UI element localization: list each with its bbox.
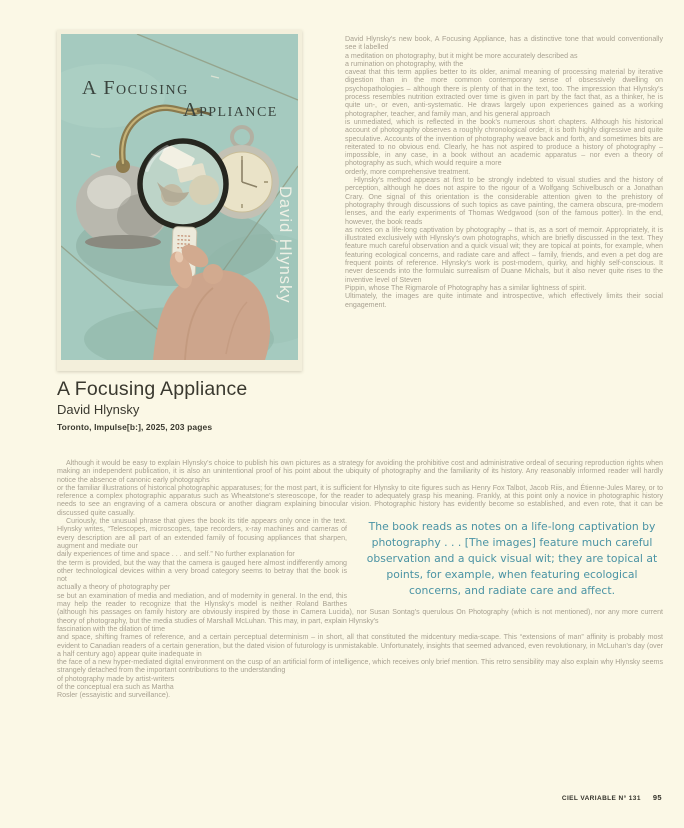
review-column-right: [345, 35, 663, 309]
paragraph: or the familiar illustrations of historical photographic apparatuses; for the most part, it is sufficient for Hlynsky to cite figures such as Henry Fox Talbot, Jacob Riis, and Étienne-Jules Marey, or to reference a complex photographic apparatus such as Wheatstone's stereoscope, for the reader to adequately grasp his meaning. Frankly, at this point only a novice in photographic history needs to see an engraving of a camera obscura or another diagram explaining binocular vision. Photographic history has evidently become so established, and even rote, that it can be discussed quite casually.: [57, 483, 663, 517]
paragraph: of photography made by artist-writers: [57, 674, 175, 683]
paragraph: Although it would be easy to explain Hlynsky's choice to publish his own pictures as a strategy for avoiding the prohibitive cost and administrative ordeal of securing reproduction rights when making an independent publication, it is also an unintentional proof of his point about the ubiquity of photography and the familiarity of its history. Any reasonably informed reader will hardly notice the absence of canonic early photographs: [57, 459, 663, 484]
paragraph: Pippin, whose The Rigmarole of Photography has a similar lightness of spirit.: [345, 283, 587, 292]
review-headline: [57, 379, 247, 432]
cover-title-line1: A Focusing: [82, 77, 189, 99]
magnifying-glass-lens: [140, 141, 226, 227]
paragraph: Ultimately, the images are quite intimate and introspective, which effectively limits their social engagement.: [345, 292, 663, 309]
paragraph: fascination with the dilation of time: [57, 624, 166, 633]
cover-author-vertical: David Hlynsky: [276, 186, 294, 304]
book-cover-photo: [61, 34, 298, 360]
paragraph: Curiously, the unusual phrase that gives the book its title appears only once in the text. Hlynsky writes, “Telescopes, microscopes, tape recorders, x-ray machines and cameras of every description are all part of an extended family of focusing appliances that sharpen, augment and mediate our: [57, 517, 347, 550]
paragraph: as notes on a life-long captivation by photography – that is, as a sort of memoir. Appropriately, it is illustrated exclusively with Hlynsky's own photographs, which are briefly discussed in the text. They feature much careful observation and a quick visual wit; they are topical at points, for example, when featuring ecological concerns, and radiate care and affect – family, friends, and even a pet dog are frequent points of reference. Hlynsky's work is post-modern, quirky, and highly self-conscious. It never descends into the formulaic surrealism of Duane Michals, but it also never quite rises to the inventive level of Steven: [345, 225, 663, 284]
paragraph: and space, shifting frames of reference, and a certain perceptual determinism – in short, all that constituted the midcentury media-scape. This “extensions of man” affinity is probably most evident to Canadian readers of a certain generation, but the dated vision of futurology is unmistakable. Unfortunately, insights that seemed advanced, even revolutionary, in McLuhan's day (over a half century ago) appear quite inadequate in: [57, 633, 663, 658]
page-footer: [562, 793, 662, 802]
review-author: David Hlynsky: [57, 402, 140, 418]
paragraph: orderly, more comprehensive treatment.: [345, 167, 471, 176]
paragraph: the face of a new hyper-mediated digital environment on the cusp of an artificial form of intelligence, which receives only brief mention. This retro sensibility may also explain why Hlynsky seems strangely detached from the important contributions to the understanding: [57, 658, 663, 675]
paragraph: caveat that this term applies better to its older, animal meaning of processing material by iterative digestion than in the more common contemporary sense of obsessively dwelling on psychopathologies – although there is plenty of that in the text, too. The impression that Hlynsky's process resembles nutrition extracted over time is given in part by the fact that, as a thinker, he is quite un-, or even, anti-systematic. He draws largely upon experiences gained as a working photographer, teacher, and family man, and his general approach: [345, 68, 663, 118]
paragraph: a meditation on photography, but it might be more accurately described as: [345, 51, 578, 60]
review-imprint: Toronto, Impulse[b:], 2025, 203 pages: [57, 422, 213, 433]
page-number: 95: [652, 793, 662, 802]
review-title: A Focusing Appliance: [57, 378, 248, 400]
paragraph: a rumination on photography, with the: [345, 59, 464, 68]
paragraph: Rosler (essayistic and surveillance).: [57, 691, 171, 700]
paragraph: Hlynsky's method appears at first to be strongly indebted to visual studies and the history of perception, although he does not aspire to the rigour of a Wolfgang Schivelbusch or a Jonathan Crary. One signal of this orientation is the considerable attention given to the prehistory of photography through discussions of such topics as cave painting, the camera obscura, pre-modern lenses, and the early experiments of Thomas Wedgwood (son of the famous potter). In the end, however, the book reads: [345, 176, 663, 226]
paragraph: se but an examination of media and mediation, and of modernity in general. In the end, this may help the reader to recognize that the Hlynsky's model is neither Roland Barthes (although his passages on family history are obviously inspired by those in Camera Lucida), nor Susan Sontag's querulous On Photography (which is not mentioned), nor any more current theory of photography, but the media studies of Marshall McLuhan. This may, in part, explain Hlynsky's: [57, 591, 663, 625]
book-cover: [57, 30, 302, 371]
paragraph: daily experiences of time and space . . . and self.” No further explanation for: [57, 550, 295, 559]
paragraph: the term is provided, but the way that the camera is gauged here almost indifferently among other technological devices within a very broad category seems to betray that the book is not: [57, 558, 347, 584]
review-bottom-section: [57, 459, 663, 700]
paragraph: David Hlynsky's new book, A Focusing Appliance, has a distinctive tone that would conventionally see it labelled: [345, 35, 663, 52]
cover-title-line2: Appliance: [183, 99, 278, 121]
pull-quote: The book reads as notes on a life-long captivation by photography . . . [The images] feature much careful observation and a quick visual wit; they are topical at points, for example, when featuring ecological concerns, and radiate care and affect.: [366, 520, 658, 598]
paragraph: actually a theory of photography per: [57, 583, 171, 592]
paragraph: of the conceptual era such as Martha: [57, 683, 174, 692]
paragraph: is unmediated, which is reflected in the book's numerous short chapters. Although his historical account of photography observes a roughly chronological order, it is both highly digressive and quite speculative. Accounts of the invention of photography weave back and forth, and sometimes bits are reiterated to no obvious end. Clearly, he has not aspired to produce a history of photography – impossible, in any case, in a book without an academic apparatus – nor even a theory of photography as such, which would require a more: [345, 117, 663, 168]
magazine-name: CIEL VARIABLE N° 131: [561, 795, 641, 802]
